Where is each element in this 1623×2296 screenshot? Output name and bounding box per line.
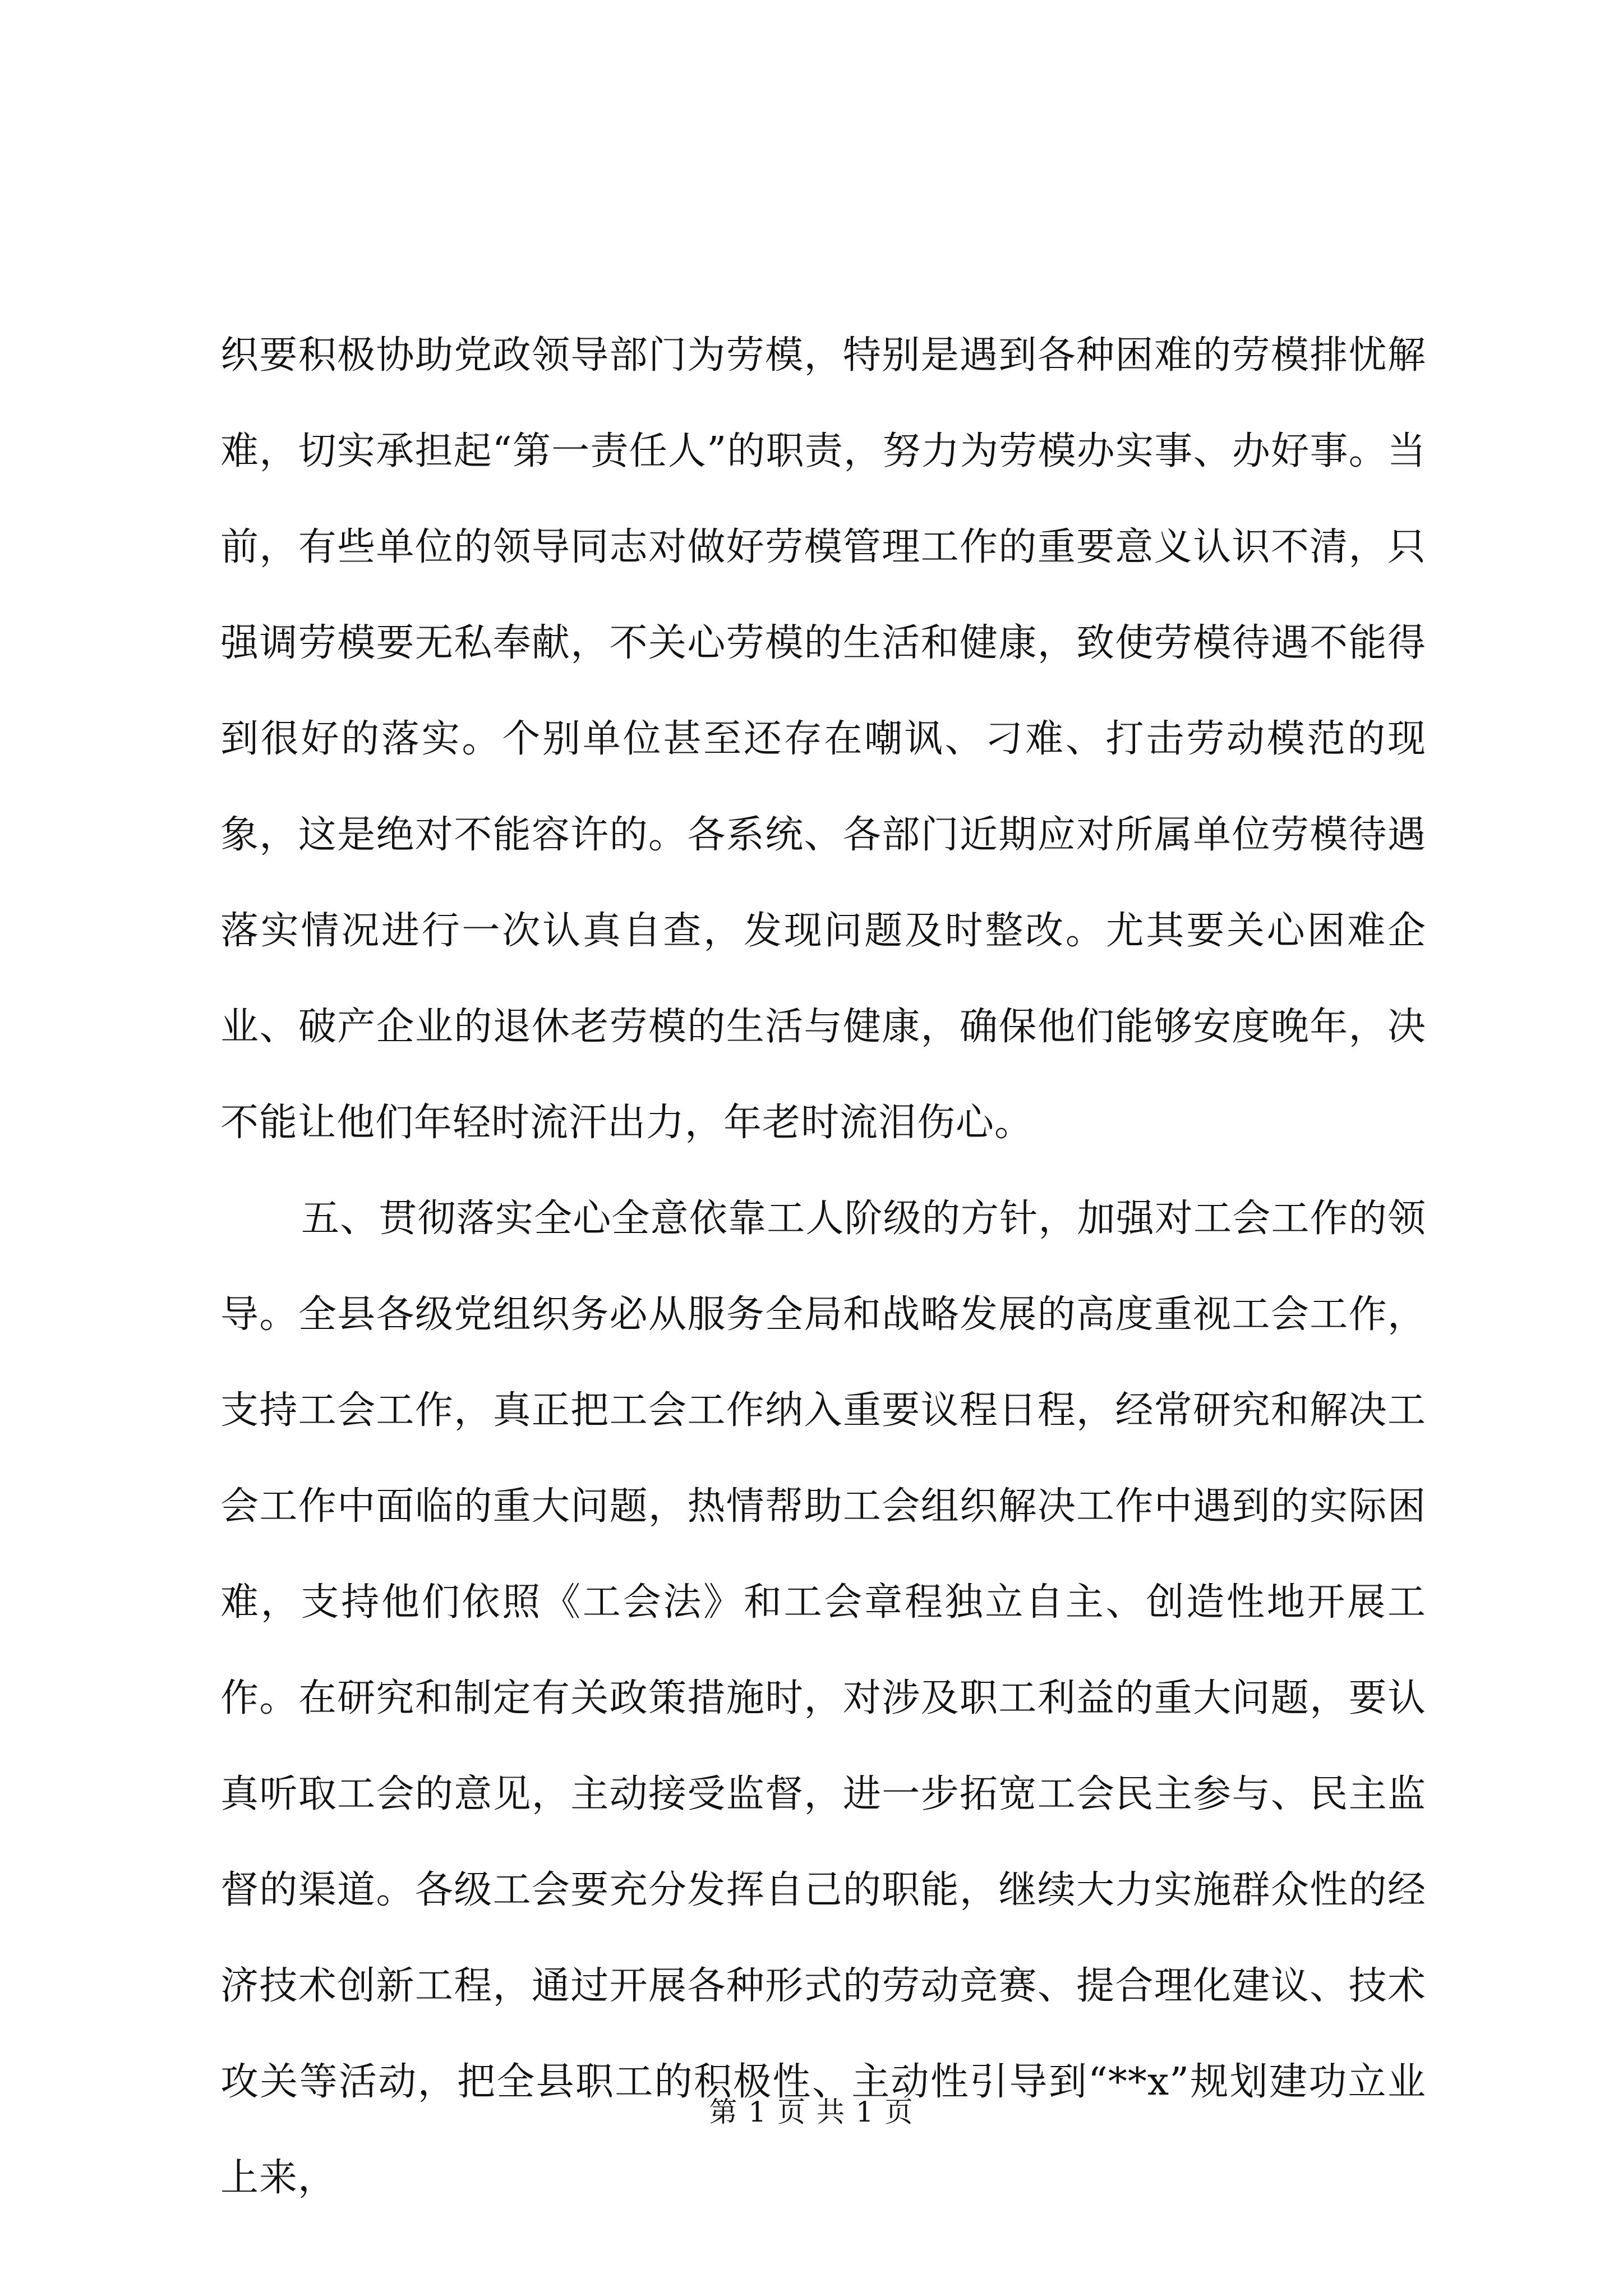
- page-footer: 第 1 页 共 1 页: [709, 2096, 914, 2128]
- document-body: [220, 307, 1426, 2226]
- paragraph-2: 五、贯彻落实全心全意依靠工人阶级的方针，加强对工会工作的领导。全县各级党组织务必从服务全局和战略发展的高度重视工会工作，支持工会工作，真正把工会工作纳入重要议程日程，经常研究和解决工会工作中面临的重大问题，热情帮助工会组织解决工作中遇到的实际困难，支持他们依照《工会法》和工会章程独立自主、创造性地开展工作。在研究和制定有关政策措施时，对涉及职工利益的重大问题，要认真听取工会的意见，主动接受监督，进一步拓宽工会民主参与、民主监督的渠道。各级工会要充分发挥自己的职能，继续大力实施群众性的经济技术创新工程，通过开展各种形式的劳动竞赛、提合理化建议、技术攻关等活动，把全县职工的积极性、主动性引导到“**x”规划建功立业上来，: [220, 1197, 1426, 2200]
- paragraph-1: 织要积极协助党政领导部门为劳模，特别是遇到各种困难的劳模排忧解难，切实承担起“第一责任人”的职责，努力为劳模办实事、办好事。当前，有些单位的领导同志对做好劳模管理工作的重要意义认识不清，只强调劳模要无私奉献，不关心劳模的生活和健康，致使劳模待遇不能得到很好的落实。个别单位甚至还存在嘲讽、刁难、打击劳动模范的现象，这是绝对不能容许的。各系统、各部门近期应对所属单位劳模待遇落实情况进行一次认真自查，发现问题及时整改。尤其要关心困难企业、破产企业的退休老劳模的生活与健康，确保他们能够安度晚年，决不能让他们年轻时流汗出力，年老时流泪伤心。: [220, 333, 1426, 1145]
